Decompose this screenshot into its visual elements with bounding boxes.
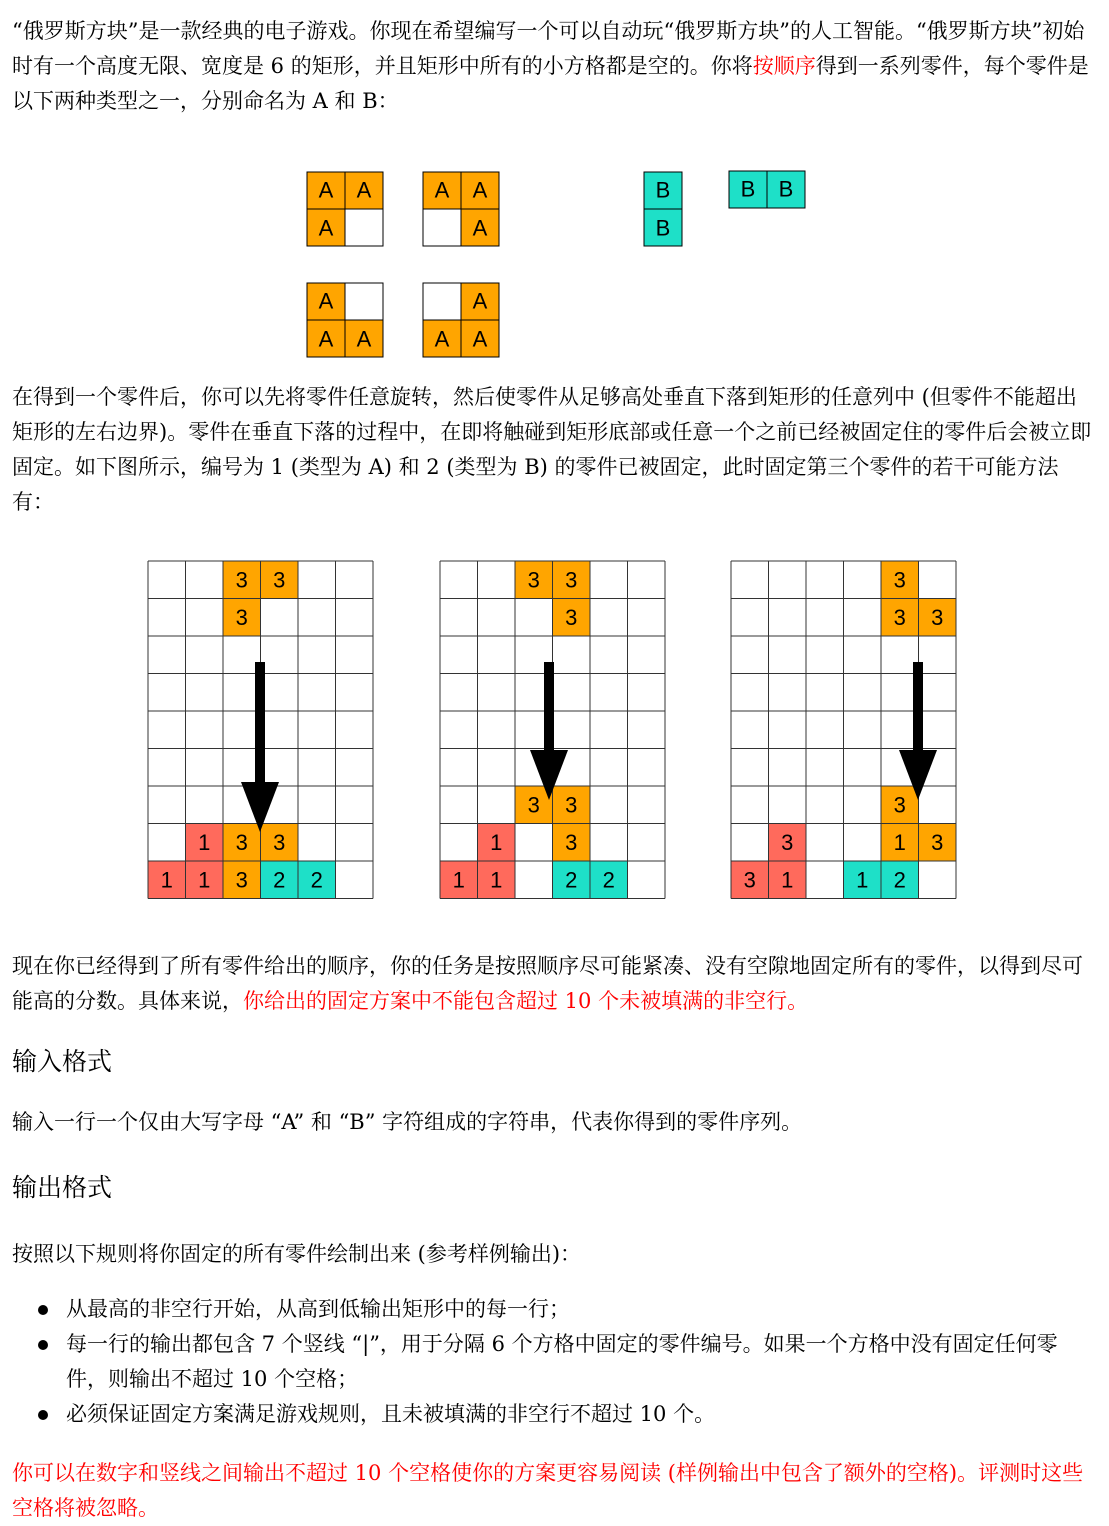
list-item xyxy=(32,1327,1092,1397)
list-item xyxy=(32,1292,1092,1327)
grid-cell-label: 2 xyxy=(273,867,286,893)
grid-cell-label: 3 xyxy=(931,604,944,630)
grid-cell-label: 2 xyxy=(893,867,906,893)
grid-cell-label: 1 xyxy=(452,867,465,893)
grid-cell-label: 1 xyxy=(781,867,794,893)
grid-cell-label: 1 xyxy=(160,867,173,893)
piece-cell-label: A xyxy=(472,288,488,314)
grid-cell-label: 3 xyxy=(565,604,578,630)
task-highlight: 你给出的固定方案中不能包含超过 10 个未被填满的非空行。 xyxy=(243,989,809,1013)
intro-text-1: “俄罗斯方块”是一款经典的电子游戏。你现在希望编写一个可以自动玩“俄罗斯方块”的人工智能。“俄罗斯方块”初始时有一个高度无限、宽度是 6 的矩形，并且矩形中所有的小方格都是空的。你将 xyxy=(12,19,1085,78)
drop-example-grid xyxy=(440,561,665,899)
bullet-dot xyxy=(38,1340,48,1350)
list-item xyxy=(32,1397,1092,1432)
piece-cell-label: B xyxy=(655,215,671,241)
grid-cell-label: 3 xyxy=(565,567,578,593)
piece-cell-label: A xyxy=(434,177,450,203)
note-paragraph: 你可以在数字和竖线之间输出不超过 10 个空格使你的方案更容易阅读 (样例输出中包含了额外的空格)。评测时这些空格将被忽略。 xyxy=(12,1461,1084,1520)
down-arrow-icon xyxy=(544,662,554,752)
output-format-text: 按照以下规则将你固定的所有零件绘制出来 (参考样例输出)： xyxy=(12,1242,582,1266)
grid-cell-label: 2 xyxy=(602,867,615,893)
task-text: 现在你已经得到了所有零件给出的顺序，你的任务是按照顺序尽可能紧凑、没有空隙地固定所有的零件，以得到尽可能高的分数。具体来说， xyxy=(12,954,1083,1013)
grid-cell-label: 1 xyxy=(490,867,503,893)
grid-cell-label: 1 xyxy=(198,867,211,893)
grid-cell-label: 1 xyxy=(198,829,211,855)
grid-cell-label: 3 xyxy=(235,567,248,593)
grid-cell-label: 3 xyxy=(235,829,248,855)
down-arrow-icon xyxy=(255,662,265,784)
grid-cell-label: 1 xyxy=(856,867,869,893)
grid-cell-label: 3 xyxy=(893,792,906,818)
piece-cell-label: A xyxy=(356,177,372,203)
grid-cell-label: 3 xyxy=(527,567,540,593)
grid-cell-label: 3 xyxy=(273,829,286,855)
grid-cell-label: 3 xyxy=(893,604,906,630)
grid-cell-label: 1 xyxy=(893,829,906,855)
grid-cell-label: 3 xyxy=(893,567,906,593)
piece-cell-label: A xyxy=(318,326,334,352)
output-format-heading: 输出格式 xyxy=(12,1173,113,1202)
intro-highlight: 按顺序 xyxy=(752,54,816,78)
grid-cell-label: 3 xyxy=(273,567,286,593)
grid-cell-label: 3 xyxy=(527,792,540,818)
piece-cell-label: B xyxy=(740,176,756,202)
grid-cell-label: 2 xyxy=(565,867,578,893)
grid-cell-label: 3 xyxy=(565,829,578,855)
piece-cell-label: A xyxy=(356,326,372,352)
output-rules-list xyxy=(32,1292,1092,1432)
bullet-dot xyxy=(38,1410,48,1420)
list-item-text: 必须保证固定方案满足游戏规则，且未被填满的非空行不超过 10 个。 xyxy=(66,1402,716,1426)
task-paragraph xyxy=(12,949,1092,1019)
grid-cell-label: 3 xyxy=(931,829,944,855)
input-format-text: 输入一行一个仅由大写字母 “A” 和 “B” 字符组成的字符串，代表你得到的零件序列。 xyxy=(12,1110,803,1134)
piece-cell-label: A xyxy=(318,288,334,314)
piece-cell-label: B xyxy=(655,177,671,203)
piece-cell-label: A xyxy=(472,215,488,241)
down-arrow-icon xyxy=(913,662,923,752)
grid-cell-label: 3 xyxy=(235,867,248,893)
grid-cell-label: 3 xyxy=(565,792,578,818)
piece-cell-label: B xyxy=(778,176,794,202)
list-item-text: 每一行的输出都包含 7 个竖线 “|”，用于分隔 6 个方格中固定的零件编号。如果一个方格中没有固定任何零件，则输出不超过 10 个空格； xyxy=(66,1332,1058,1391)
drop-example-grid xyxy=(731,561,956,899)
rules-paragraph: 在得到一个零件后，你可以先将零件任意旋转，然后使零件从足够高处垂直下落到矩形的任意列中 (但零件不能超出矩形的左右边界)。零件在垂直下落的过程中，在即将触碰到矩形底部或任意一个之前已经被固定住的零件后会被立即固定。如下图所示，编号为 1 (类型为 A) 和 2 (类型为 B) 的零件已被固定，此时固定第三个零件的若干可能方法有： xyxy=(12,385,1092,514)
piece-cell-label: A xyxy=(472,326,488,352)
grid-cell-label: 2 xyxy=(310,867,323,893)
piece-cell-label: A xyxy=(434,326,450,352)
drop-example-grid xyxy=(148,561,373,899)
input-format-heading: 输入格式 xyxy=(12,1047,113,1076)
grid-cell-label: 1 xyxy=(490,829,503,855)
piece-cell-label: A xyxy=(318,215,334,241)
bullet-dot xyxy=(38,1305,48,1315)
piece-cell-label: A xyxy=(472,177,488,203)
list-item-text: 从最高的非空行开始，从高到低输出矩形中的每一行； xyxy=(66,1297,570,1321)
grid-cell-label: 3 xyxy=(781,829,794,855)
piece-cell-label: A xyxy=(318,177,334,203)
intro-text-2: 得到一系列零件，每个零件是以下两种类型之一，分别命名为 A 和 B： xyxy=(12,54,1089,113)
grid-cell-label: 3 xyxy=(235,604,248,630)
grid-cell-label: 3 xyxy=(743,867,756,893)
